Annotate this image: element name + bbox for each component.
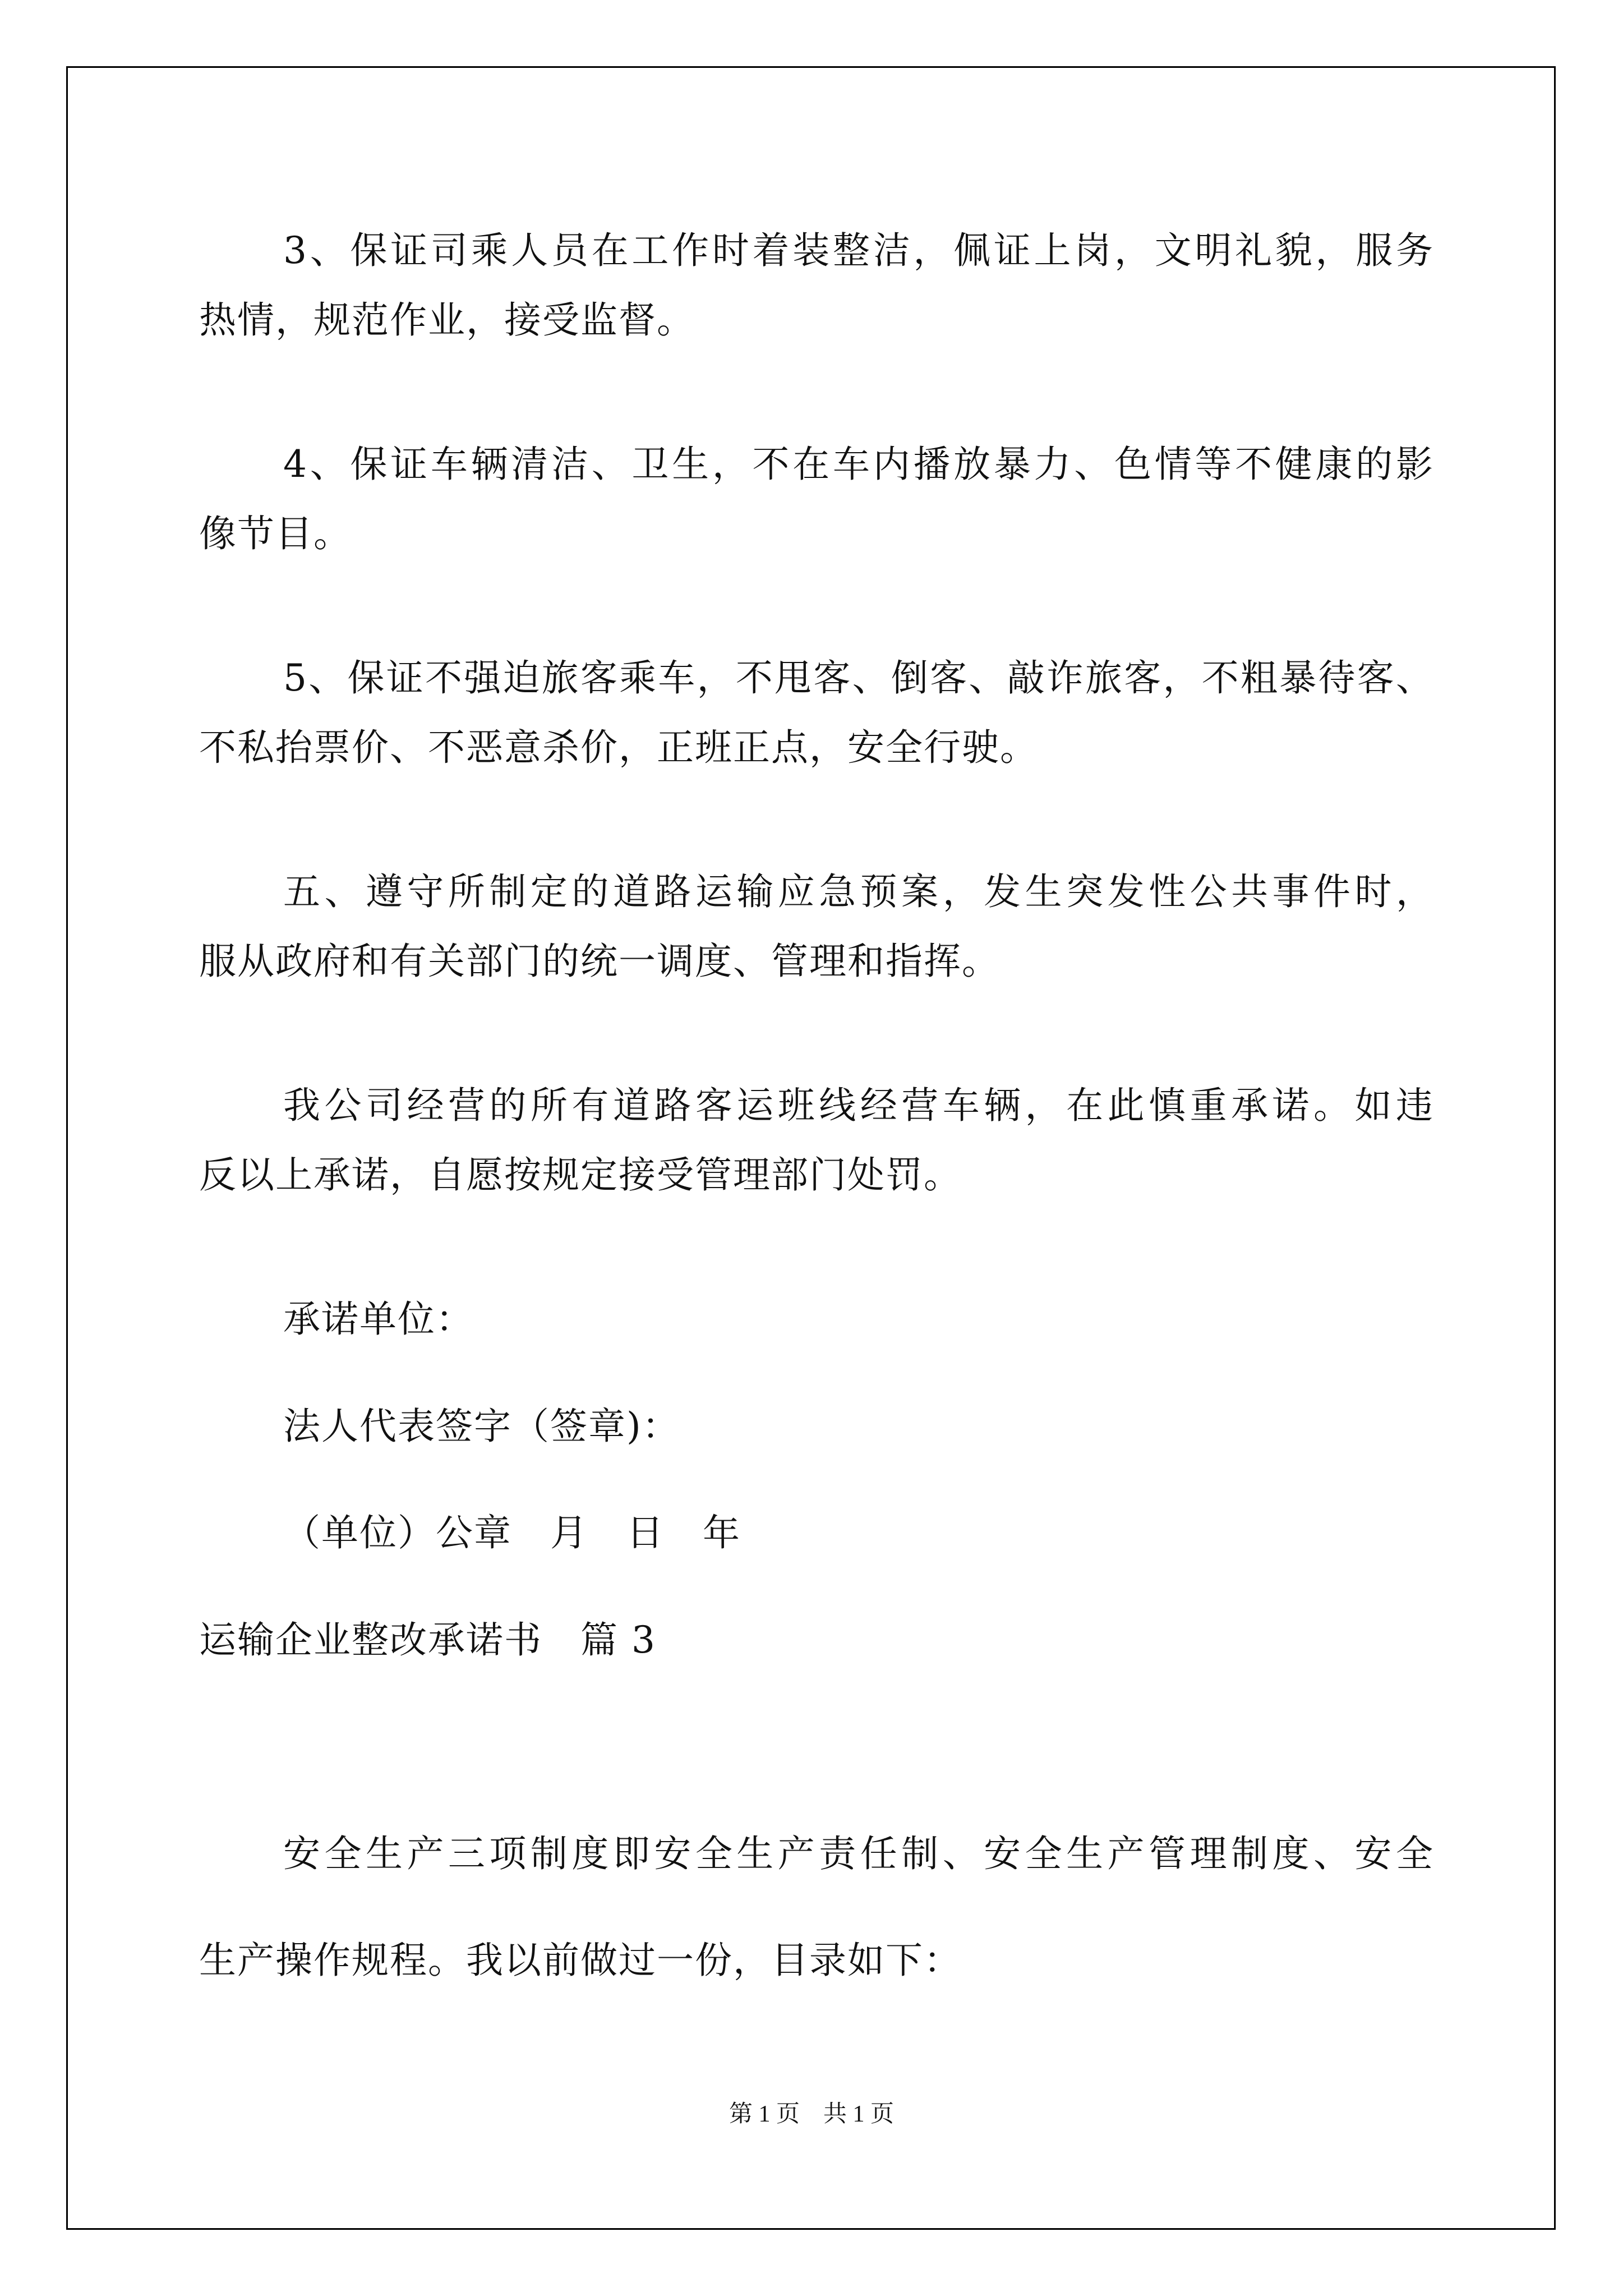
paragraph-line: 我公司经营的所有道路客运班线经营车辆，在此慎重承诺。如违 xyxy=(283,1084,1433,1127)
paragraph-line: 服从政府和有关部门的统一调度、管理和指挥。 xyxy=(199,940,1000,983)
paragraph-line: 像节目。 xyxy=(199,512,352,555)
signature-representative-label: 法人代表签字（签章)： xyxy=(283,1405,680,1448)
paragraph-line: 不私抬票价、不恶意杀价，正班正点，安全行驶。 xyxy=(199,726,1038,769)
page-border xyxy=(66,66,1556,2230)
paragraph-line: 生产操作规程。我以前做过一份，目录如下： xyxy=(199,1939,962,1982)
paragraph-line: 热情，规范作业，接受监督。 xyxy=(199,298,695,342)
paragraph-line: 五、遵守所制定的道路运输应急预案，发生突发性公共事件时， xyxy=(283,870,1433,913)
seal-date-line: （单位）公章 月 日 年 xyxy=(283,1511,741,1554)
signature-unit-label: 承诺单位： xyxy=(283,1297,474,1341)
paragraph-line: 4、保证车辆清洁、卫生，不在车内播放暴力、色情等不健康的影 xyxy=(283,443,1433,486)
paragraph-line: 安全生产三项制度即安全生产责任制、安全生产管理制度、安全 xyxy=(283,1832,1433,1875)
paragraph-line: 反以上承诺，自愿按规定接受管理部门处罚。 xyxy=(199,1153,962,1197)
paragraph-line: 5、保证不强迫旅客乘车，不甩客、倒客、敲诈旅客，不粗暴待客、 xyxy=(283,656,1433,700)
paragraph-line: 3、保证司乘人员在工作时着装整洁，佩证上岗，文明礼貌，服务 xyxy=(283,229,1433,272)
page-footer: 第 1 页 共 1 页 xyxy=(728,2101,894,2127)
section-heading: 运输企业整改承诺书 篇 3 xyxy=(199,1618,656,1662)
